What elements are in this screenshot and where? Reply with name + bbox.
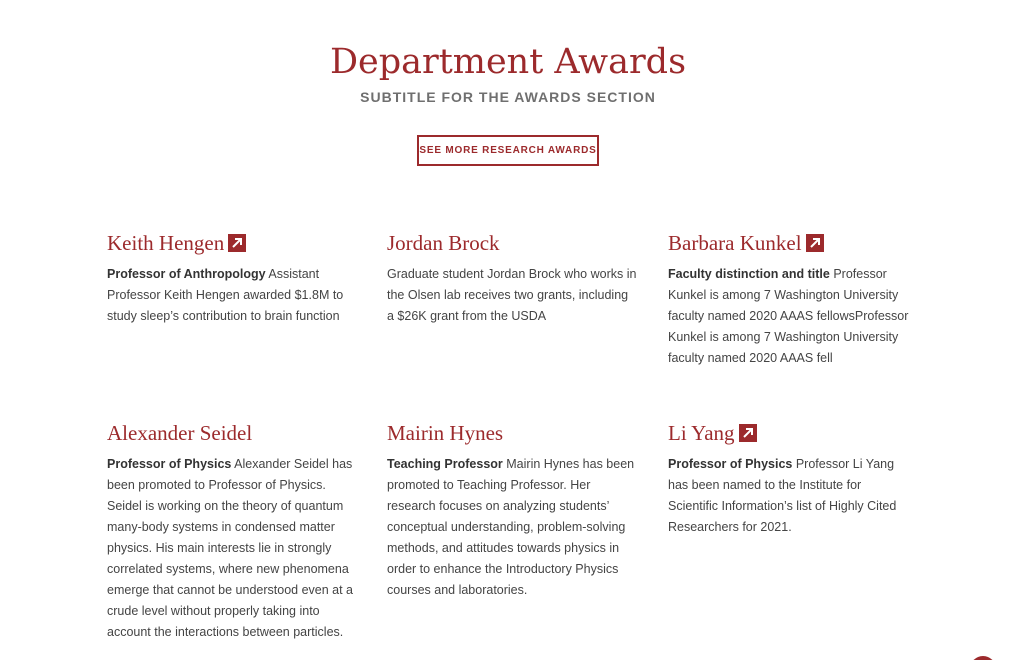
award-description [387,454,639,601]
see-more-research-awards-button[interactable]: SEE MORE RESEARCH AWARDS [417,135,599,166]
award-name-link[interactable]: Keith Hengen [107,231,225,255]
award-name-link[interactable]: Barbara Kunkel [668,231,802,255]
award-text: Professor Kunkel is among 7 Washington University faculty named 2020 AAAS fellowsProfessor Kunkel is among 7 Washington University faculty named 2020 AAAS fell [668,267,909,365]
award-description [107,454,355,643]
award-name-link[interactable]: Jordan Brock [387,231,500,255]
award-text: Assistant Professor Keith Hengen awarded $1.8M to study sleep’s contribution to brain function [107,267,344,323]
page-title: Department Awards [329,42,687,82]
award-card [107,421,355,643]
award-card [668,231,916,369]
award-title: Faculty distinction and title [668,267,830,281]
award-name-link[interactable]: Li Yang [668,421,735,445]
award-name-heading [107,421,355,445]
scroll-top-icon[interactable] [970,656,996,660]
external-link-icon[interactable] [228,234,246,252]
award-name-heading [387,421,639,445]
award-name-heading [387,231,637,255]
award-card [387,421,639,601]
award-text: Graduate student Jordan Brock who works in the Olsen lab receives two grants, including a $26K grant from the USDA [387,267,637,323]
award-description [387,264,637,327]
external-link-icon[interactable] [806,234,824,252]
award-description [668,454,914,538]
section-subtitle: SUBTITLE FOR THE AWARDS SECTION [360,89,656,105]
award-title: Teaching Professor [387,457,503,471]
award-name-link[interactable]: Alexander Seidel [107,421,253,445]
award-title: Professor of Physics [668,457,793,471]
award-title: Professor of Anthropology [107,267,266,281]
external-link-icon[interactable] [739,424,757,442]
award-name-heading [107,231,357,255]
award-name-link[interactable]: Mairin Hynes [387,421,504,445]
award-text: Professor Li Yang has been named to the Institute for Scientific Information’s list of Highly Cited Researchers for 2021. [668,457,897,534]
award-card [668,421,914,538]
award-text: Alexander Seidel has been promoted to Professor of Physics. Seidel is working on the theory of quantum many-body systems in condensed matter physics. His main interests lie in strongly correlated systems, where new phenomena emerge that cannot be understood even at a crude level without properly taking into account the interactions between particles. [107,457,354,639]
award-description [668,264,916,369]
award-name-heading [668,421,914,445]
award-description [107,264,357,327]
award-text: Mairin Hynes has been promoted to Teaching Professor. Her research focuses on analyzing students’ conceptual understanding, problem-solving methods, and attitudes towards physics in order to enhance the Introductory Physics courses and laboratories. [387,457,635,597]
award-name-heading [668,231,916,255]
award-card [107,231,357,327]
award-card [387,231,637,327]
award-title: Professor of Physics [107,457,232,471]
